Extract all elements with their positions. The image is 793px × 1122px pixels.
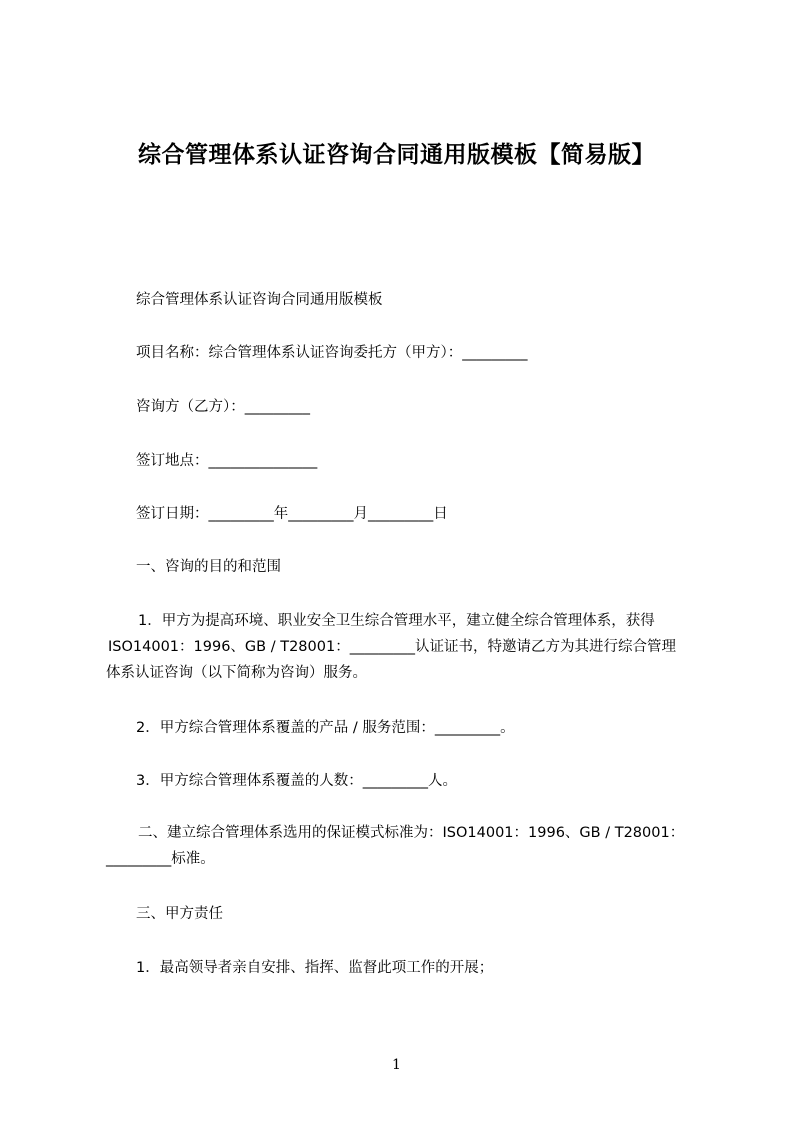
section1-item1-line2: ISO14001：1996、GB / T28001：_________认证证书，特邀请乙方为其进行综合管理 xyxy=(108,639,676,655)
section3-heading: 三、甲方责任 xyxy=(136,906,223,922)
section2-line2: _________标准。 xyxy=(106,851,215,867)
document-subtitle: 综合管理体系认证咨询合同通用版模板 xyxy=(136,292,383,308)
consultant-line: 咨询方（乙方）：_________ xyxy=(136,399,310,415)
section2 xyxy=(106,820,711,872)
sign-place-line: 签订地点：_______________ xyxy=(136,453,318,469)
section2-line1: 二、建立综合管理体系选用的保证模式标准为：ISO14001：1996、GB / T28001： xyxy=(138,825,685,841)
sign-date-line: 签订日期：_________年_________月_________日 xyxy=(136,506,448,522)
section3-item1: 1．最高领导者亲自安排、指挥、监督此项工作的开展； xyxy=(136,960,494,976)
section1-item1-line3: 体系认证咨询（以下简称为咨询）服务。 xyxy=(106,665,367,681)
section1-item3: 3．甲方综合管理体系覆盖的人数：_________人。 xyxy=(136,773,457,789)
project-name-line: 项目名称：综合管理体系认证咨询委托方（甲方）：_________ xyxy=(136,345,528,361)
page-number: 1 xyxy=(392,1057,401,1073)
section1-item1 xyxy=(106,608,711,686)
section1-heading: 一、咨询的目的和范围 xyxy=(136,559,281,575)
section1-item2: 2．甲方综合管理体系覆盖的产品 / 服务范围：_________。 xyxy=(136,720,515,736)
document-title: 综合管理体系认证咨询合同通用版模板【简易版】 xyxy=(138,142,655,168)
section1-item1-line1: 1．甲方为提高环境、职业安全卫生综合管理水平，建立健全综合管理体系，获得 xyxy=(138,613,655,629)
